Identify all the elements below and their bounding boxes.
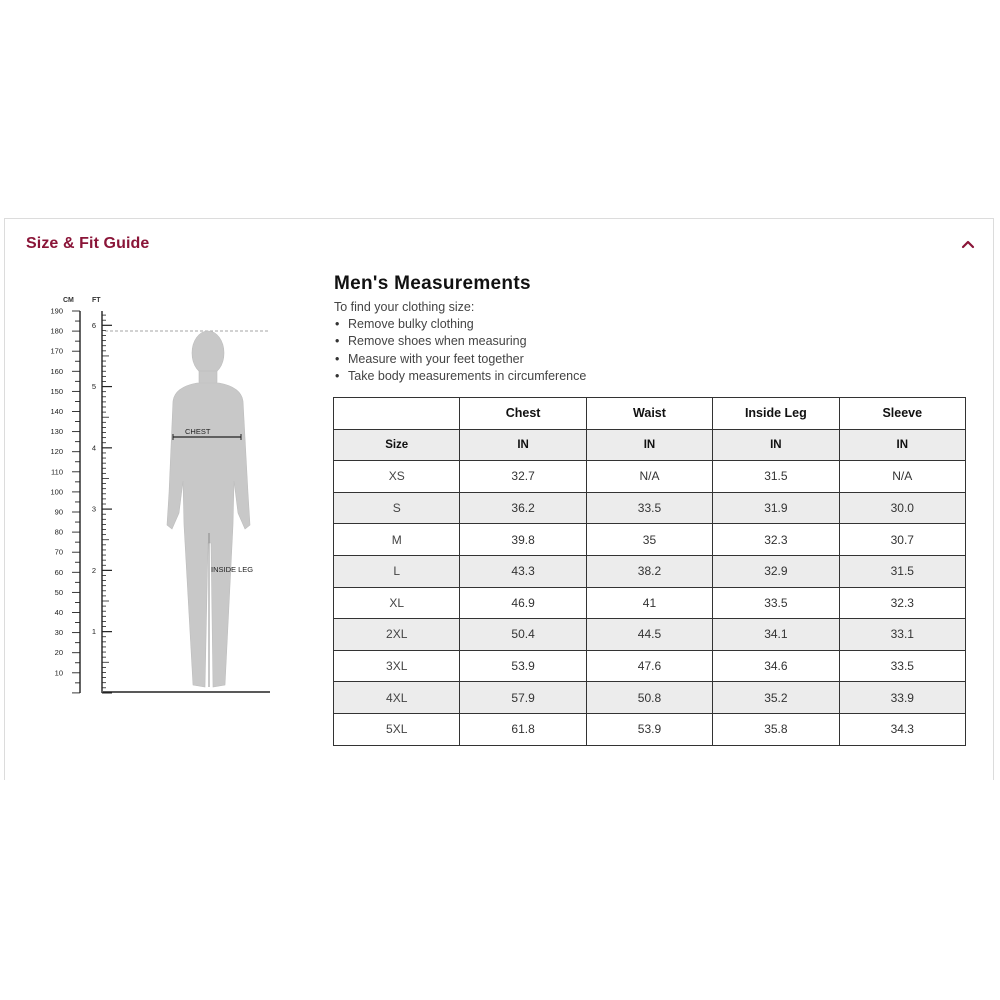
ft-tick-label: 6 [91, 320, 97, 330]
ft-tick-label: 2 [91, 565, 97, 575]
value-cell: 31.5 [839, 555, 965, 587]
cm-tick-label: 50 [54, 587, 63, 597]
cm-tick-label: 40 [54, 608, 63, 617]
value-cell: 53.9 [586, 713, 712, 745]
unit-cell: IN [460, 429, 586, 461]
value-cell: 57.9 [460, 682, 586, 714]
unit-cell: IN [713, 429, 839, 461]
table-row [334, 713, 966, 745]
value-cell: 35.8 [713, 713, 839, 745]
value-cell: 31.5 [713, 461, 839, 493]
cm-tick-label: 10 [54, 668, 63, 678]
cm-tick-label: 110 [51, 467, 63, 477]
value-cell: 34.3 [839, 713, 965, 745]
cm-tick-label: 30 [54, 628, 63, 638]
ft-tick-label: 5 [91, 382, 97, 392]
cm-tick-label: 180 [50, 326, 63, 336]
table-row [334, 524, 966, 556]
table-row [334, 555, 966, 587]
cm-tick-label: 140 [50, 407, 63, 416]
header-cell: Waist [586, 398, 712, 430]
collapse-button[interactable] [957, 233, 979, 255]
value-cell: 32.3 [713, 524, 839, 556]
size-cell: L [334, 555, 460, 587]
table-row [334, 682, 966, 714]
header-cell: Sleeve [839, 398, 965, 430]
value-cell: 33.5 [839, 650, 965, 682]
value-cell: 44.5 [586, 619, 712, 651]
value-cell: 33.9 [839, 682, 965, 714]
unit-cell: Size [334, 429, 460, 461]
value-cell: 61.8 [460, 713, 586, 745]
value-cell: 47.6 [586, 650, 712, 682]
value-cell: 32.3 [839, 587, 965, 619]
value-cell: 33.1 [839, 619, 965, 651]
size-cell: 5XL [334, 713, 460, 745]
value-cell: N/A [586, 461, 712, 493]
cm-tick-label: 170 [50, 346, 63, 356]
cm-tick-label: 120 [50, 447, 63, 457]
ft-unit-label: FT [92, 297, 101, 304]
table-header-row [334, 398, 966, 430]
panel-title[interactable]: Size & Fit Guide [26, 235, 150, 252]
header-cell [334, 398, 460, 430]
size-cell: S [334, 492, 460, 524]
ft-tick-label: 3 [91, 504, 97, 514]
size-cell: 2XL [334, 619, 460, 651]
cm-tick-label: 190 [50, 306, 63, 316]
table-row [334, 492, 966, 524]
table-row [334, 461, 966, 493]
size-cell: XS [334, 461, 460, 493]
table-units-row [334, 429, 966, 461]
value-cell: 50.8 [586, 682, 712, 714]
table-row [334, 587, 966, 619]
measurements-info [334, 273, 974, 385]
inside-leg-label: INSIDE LEG [211, 565, 254, 574]
value-cell: 33.5 [713, 587, 839, 619]
table-row [334, 619, 966, 651]
cm-tick-label: 90 [54, 507, 63, 517]
cm-tick-label: 100 [50, 487, 63, 497]
value-cell: 32.7 [460, 461, 586, 493]
tip-item: • Remove shoes when measuring [348, 333, 974, 350]
value-cell: 50.4 [460, 619, 586, 651]
unit-cell: IN [839, 429, 965, 461]
chest-label: CHEST [185, 427, 211, 436]
cm-tick-label: 20 [54, 648, 63, 658]
size-table [333, 397, 966, 746]
value-cell: 36.2 [460, 492, 586, 524]
tip-item: • Measure with your feet together [348, 351, 974, 368]
tip-item: • Remove bulky clothing [348, 316, 974, 333]
cm-tick-label: 160 [50, 366, 63, 376]
value-cell: 53.9 [460, 650, 586, 682]
measurements-heading: Men's Measurements [334, 273, 531, 294]
value-cell: 38.2 [586, 555, 712, 587]
chevron-up-icon [961, 239, 975, 249]
value-cell: 41 [586, 587, 712, 619]
size-cell: 3XL [334, 650, 460, 682]
cm-tick-label: 60 [54, 567, 63, 577]
cm-tick-label: 70 [54, 547, 63, 557]
value-cell: 30.7 [839, 524, 965, 556]
measurement-tips [334, 316, 974, 385]
value-cell: 46.9 [460, 587, 586, 619]
value-cell: N/A [839, 461, 965, 493]
header-cell: Chest [460, 398, 586, 430]
tip-item: • Take body measurements in circumference [348, 368, 974, 385]
ft-tick-label: 4 [91, 443, 97, 453]
value-cell: 33.5 [586, 492, 712, 524]
cm-unit-label: CM [63, 297, 74, 304]
cm-tick-label: 130 [50, 427, 63, 437]
value-cell: 32.9 [713, 555, 839, 587]
value-cell: 34.1 [713, 619, 839, 651]
value-cell: 30.0 [839, 492, 965, 524]
cm-tick-label: 80 [54, 527, 63, 537]
height-chart-figure [45, 293, 285, 723]
size-fit-guide-panel [4, 218, 994, 780]
size-cell: XL [334, 587, 460, 619]
table-body [334, 461, 966, 745]
size-cell: 4XL [334, 682, 460, 714]
human-silhouette [167, 331, 250, 687]
measurements-intro: To find your clothing size: [334, 300, 475, 314]
value-cell: 31.9 [713, 492, 839, 524]
value-cell: 43.3 [460, 555, 586, 587]
height-ruler [50, 307, 112, 694]
value-cell: 39.8 [460, 524, 586, 556]
value-cell: 34.6 [713, 650, 839, 682]
unit-cell: IN [586, 429, 712, 461]
ft-tick-label: 1 [91, 627, 97, 637]
table-row [334, 650, 966, 682]
value-cell: 35 [586, 524, 712, 556]
cm-tick-label: 150 [50, 386, 63, 396]
size-cell: M [334, 524, 460, 556]
value-cell: 35.2 [713, 682, 839, 714]
header-cell: Inside Leg [713, 398, 839, 430]
